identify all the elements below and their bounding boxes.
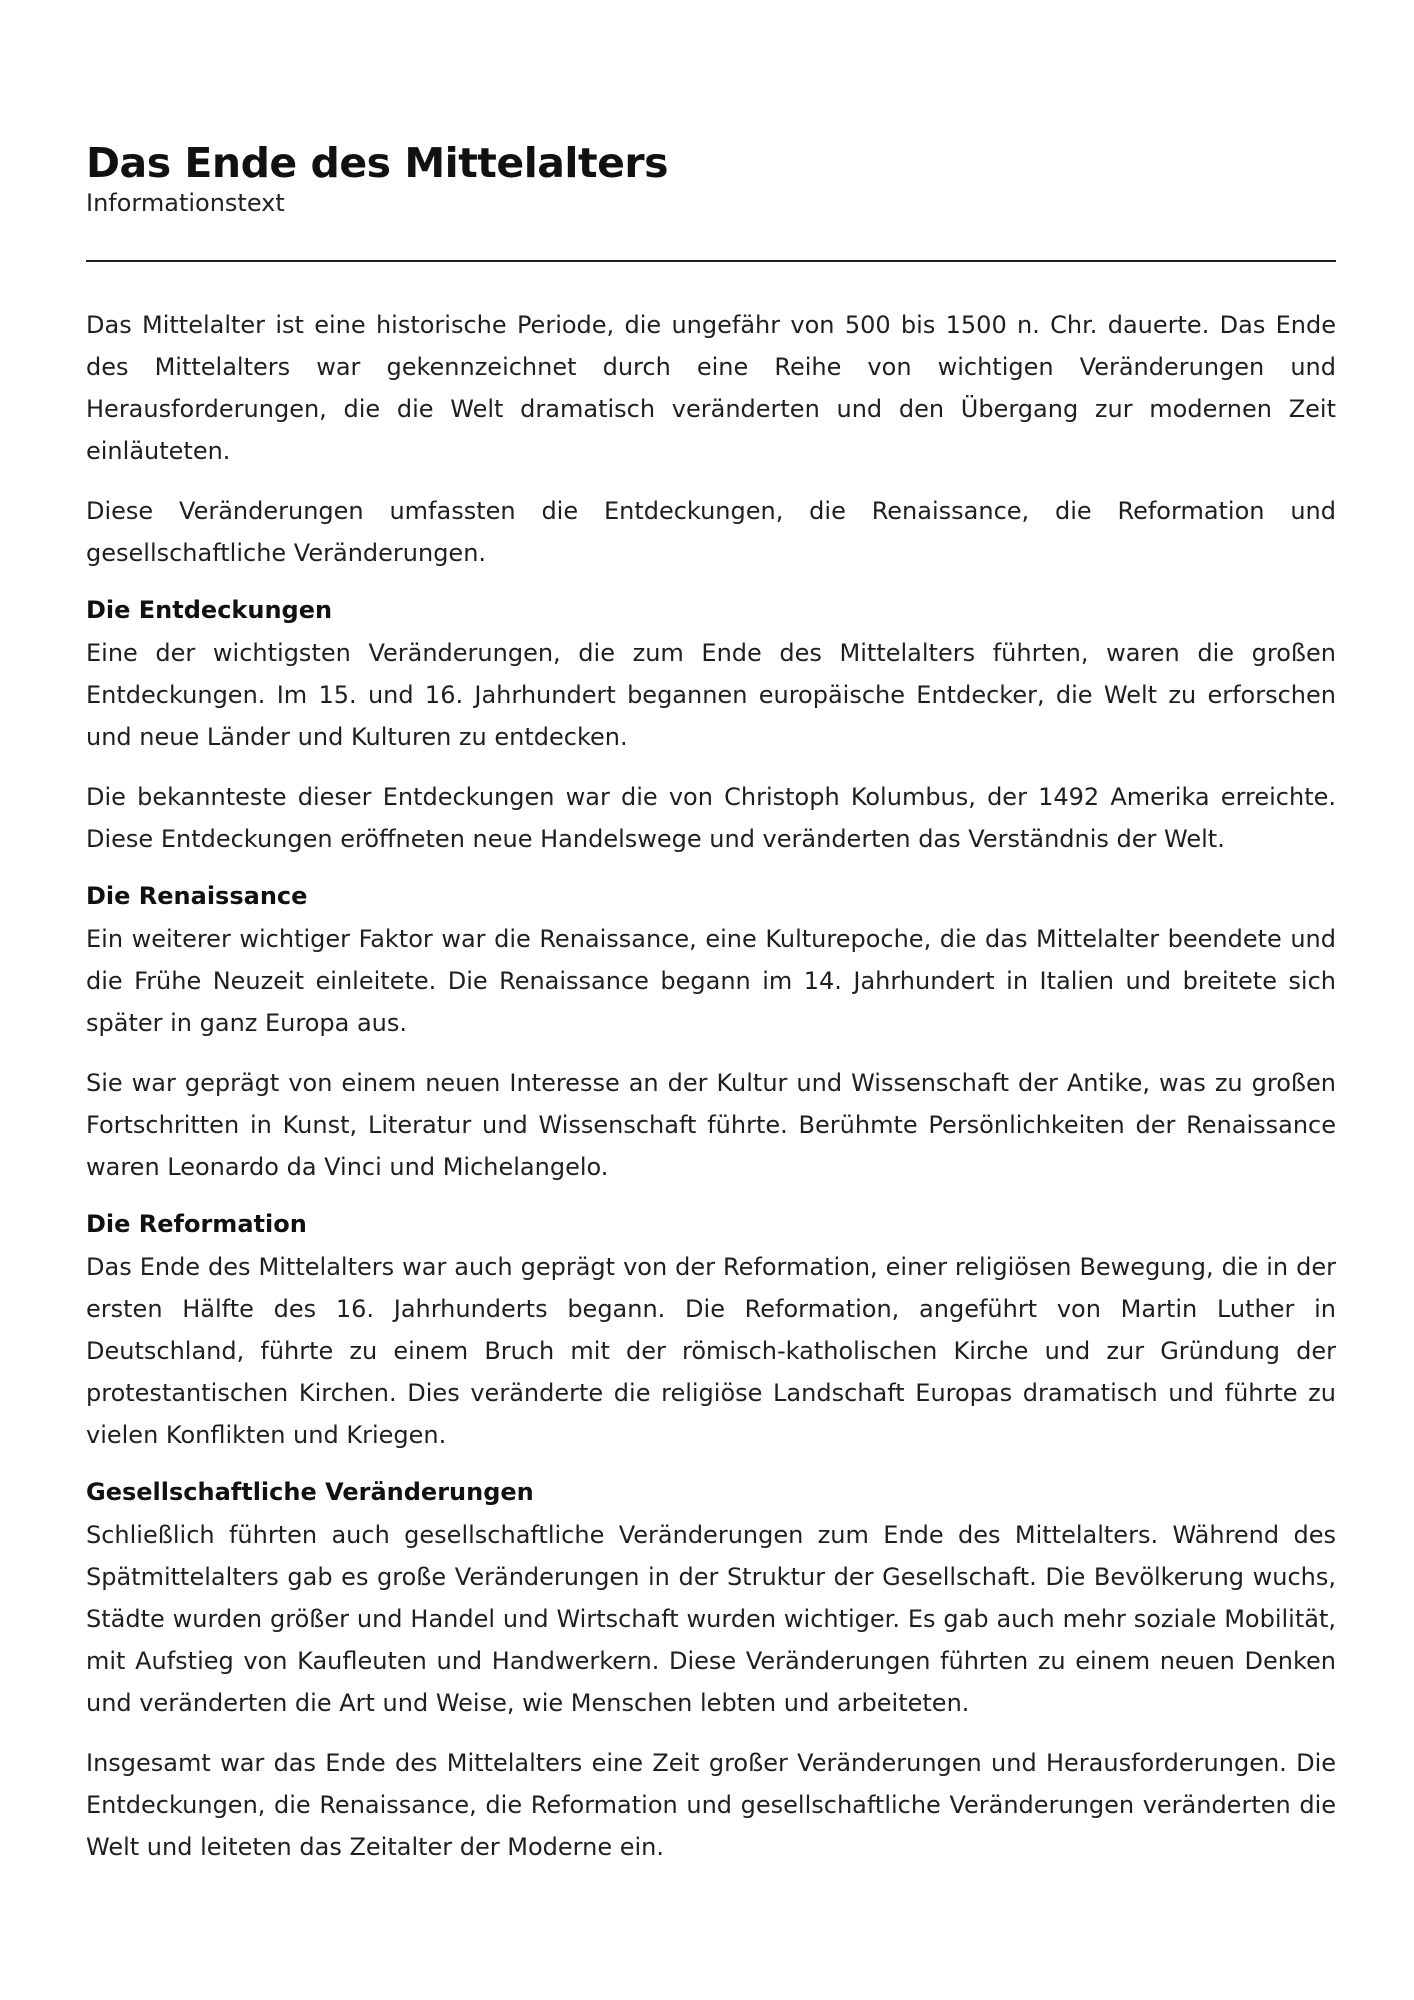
intro-paragraph: Das Mittelalter ist eine historische Periode, die ungefähr von 500 bis 1500 n. Chr. dauerte. Das Ende des Mittelalters war gekennzeichnet durch eine Reihe von wichtigen Veränderungen und Herausforderungen, die die Welt dramatisch veränderten und den Übergang zur modernen Zeit einläuteten. [86,311,1336,465]
section-paragraph: Eine der wichtigsten Veränderungen, die zum Ende des Mittelalters führten, waren die großen Entdeckungen. Im 15. und 16. Jahrhundert begannen europäische Entdecker, die Welt zu erforschen und neue Länder und Kulturen zu entdecken. [86,639,1336,751]
section-heading: Gesellschaftliche Veränderungen [86,1478,534,1506]
document-body [86,304,1336,1868]
document-subtitle: Informationstext [86,189,285,217]
section-heading: Die Reformation [86,1210,307,1238]
section-heading: Die Entdeckungen [86,596,333,624]
document-page [86,138,1336,1886]
section-paragraph: Sie war geprägt von einem neuen Interesse an der Kultur und Wissenschaft der Antike, was zu großen Fortschritten in Kunst, Literatur und Wissenschaft führte. Berühmte Persönlichkeiten der Renaissance waren Leonardo da Vinci und Michelangelo. [86,1069,1336,1181]
section-entdeckungen [86,592,1336,860]
section-paragraph: Die bekannteste dieser Entdeckungen war die von Christoph Kolumbus, der 1492 Amerika erreichte. Diese Entdeckungen eröffneten neue Handelswege und veränderten das Verständnis der Welt. [86,783,1336,853]
section-paragraph: Ein weiterer wichtiger Faktor war die Renaissance, eine Kulturepoche, die das Mittelalter beendete und die Frühe Neuzeit einleitete. Die Renaissance begann im 14. Jahrhundert in Italien und breitete sich später in ganz Europa aus. [86,925,1336,1037]
section-reformation [86,1206,1336,1456]
section-heading: Die Renaissance [86,882,308,910]
section-renaissance [86,878,1336,1188]
section-gesellschaft [86,1474,1336,1868]
intro-paragraph: Diese Veränderungen umfassten die Entdeckungen, die Renaissance, die Reformation und gesellschaftliche Veränderungen. [86,497,1336,567]
section-paragraph: Insgesamt war das Ende des Mittelalters eine Zeit großer Veränderungen und Herausforderungen. Die Entdeckungen, die Renaissance, die Reformation und gesellschaftliche Veränderungen veränderten die Welt und leiteten das Zeitalter der Moderne ein. [86,1749,1336,1861]
title-divider [86,260,1336,262]
section-paragraph: Schließlich führten auch gesellschaftliche Veränderungen zum Ende des Mittelalters. Während des Spätmittelalters gab es große Veränderungen in der Struktur der Gesellschaft. Die Bevölkerung wuchs, Städte wurden größer und Handel und Wirtschaft wurden wichtiger. Es gab auch mehr soziale Mobilität, mit Aufstieg von Kaufleuten und Handwerkern. Diese Veränderungen führten zu einem neuen Denken und veränderten die Art und Weise, wie Menschen lebten und arbeiteten. [86,1521,1336,1717]
section-paragraph: Das Ende des Mittelalters war auch geprägt von der Reformation, einer religiösen Bewegung, die in der ersten Hälfte des 16. Jahrhunderts begann. Die Reformation, angeführt von Martin Luther in Deutschland, führte zu einem Bruch mit der römisch-katholischen Kirche und zur Gründung der protestantischen Kirchen. Dies veränderte die religiöse Landschaft Europas dramatisch und führte zu vielen Konflikten und Kriegen. [86,1253,1336,1449]
document-title: Das Ende des Mittelalters [86,139,668,187]
